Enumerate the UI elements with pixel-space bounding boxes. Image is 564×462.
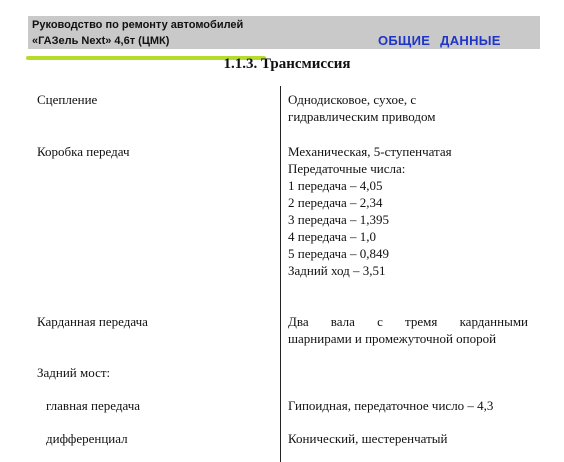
manual-title-line1: Руководство по ремонту автомобилей [32, 19, 244, 31]
section-label: ОБЩИЕ ДАННЫЕ [378, 33, 501, 48]
spec-value-clutch [288, 91, 435, 125]
spec-label-gearbox: Коробка передач [37, 144, 130, 159]
gearbox-reverse: Задний ход – 3,51 [288, 263, 386, 278]
spec-label-driveshaft: Карданная передача [37, 314, 148, 329]
spec-label-clutch: Сцепление [37, 92, 98, 107]
driveshaft-value-line1: Два вала с тремя карданными [288, 314, 528, 329]
spec-label-differential: дифференциал [46, 431, 128, 446]
spec-label-main-gear: главная передача [46, 398, 141, 413]
column-divider [280, 86, 281, 462]
document-header [28, 16, 540, 49]
spec-value-differential: Конический, шестеренчатый [288, 431, 448, 446]
spec-value-gearbox [288, 143, 452, 279]
section-title: 1.1.3. Трансмиссия [223, 56, 351, 72]
driveshaft-value-line2: шарнирами и промежуточной опорой [288, 331, 497, 346]
spec-value-driveshaft [288, 313, 528, 347]
gearbox-type: Механическая, 5-ступенчатая [288, 144, 452, 159]
manual-title-line2: «ГАЗель Next» 4,6т (ЦМК) [32, 35, 170, 47]
gearbox-gear3: 3 передача – 1,395 [288, 212, 389, 227]
spec-value-main-gear: Гипоидная, передаточное число – 4,3 [288, 398, 494, 413]
clutch-value-line2: гидравлическим приводом [288, 109, 436, 124]
clutch-value-line1: Однодисковое, сухое, с [288, 92, 417, 107]
gearbox-gear2: 2 передача – 2,34 [288, 195, 383, 210]
gearbox-gear5: 5 передача – 0,849 [288, 246, 389, 261]
gearbox-ratios-heading: Передаточные числа: [288, 161, 406, 176]
gearbox-gear4: 4 передача – 1,0 [288, 229, 376, 244]
gearbox-gear1: 1 передача – 4,05 [288, 178, 383, 193]
spec-label-rear-axle: Задний мост: [37, 365, 111, 380]
